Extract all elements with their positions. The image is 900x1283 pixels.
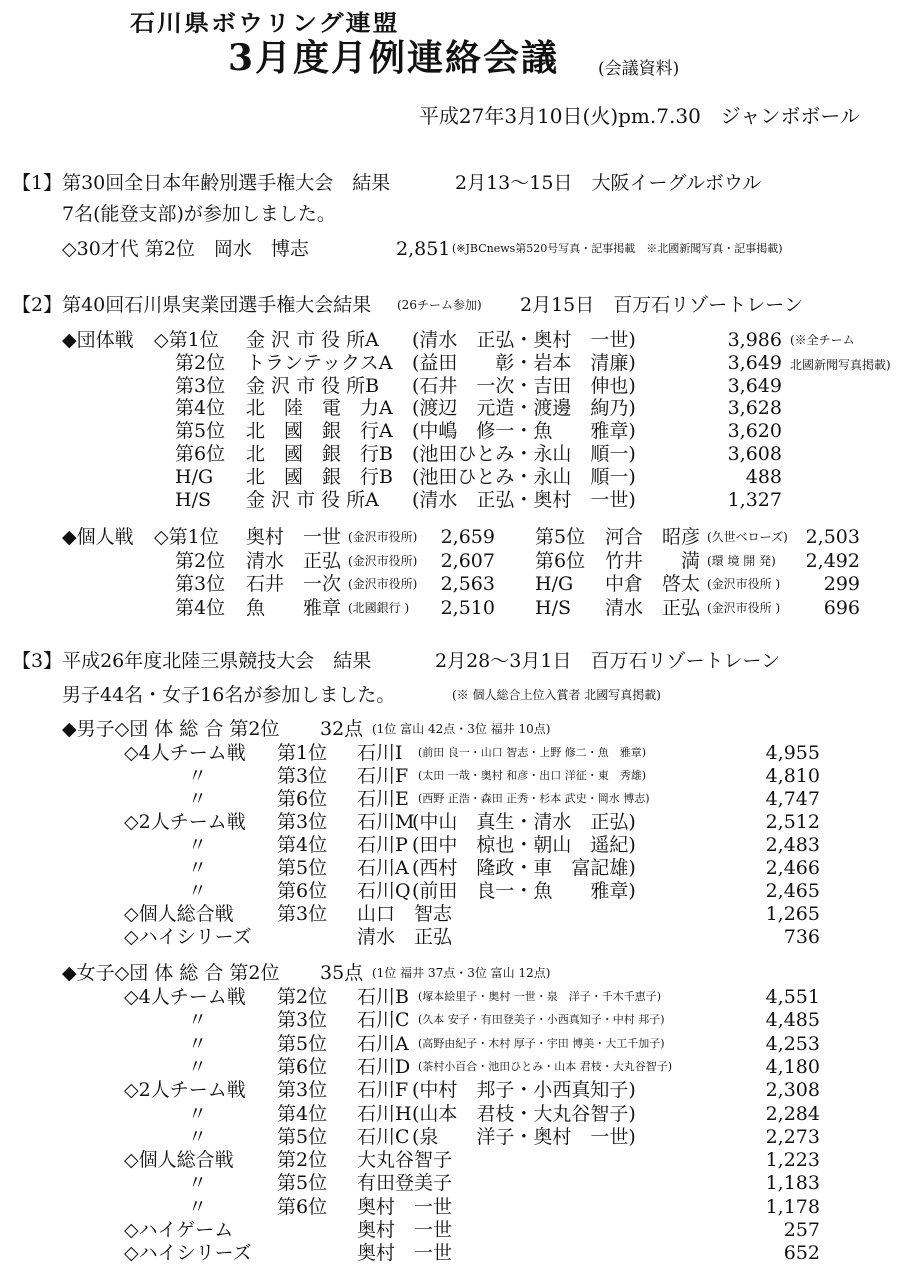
individual-rank: H/S <box>535 596 571 619</box>
result-category: 〃 <box>188 1055 208 1078</box>
result-score: 1,265 <box>765 903 820 925</box>
result-category: 〃 <box>188 1195 208 1218</box>
result-team: 奥村 一世 <box>357 1219 453 1241</box>
result-score: 1,178 <box>765 1195 820 1218</box>
team-rank: ◇第1位 <box>154 329 219 351</box>
team-name: 北 國 銀 行A <box>246 420 393 443</box>
organization-name: 石川県ボウリング連盟 <box>130 10 400 37</box>
section1-participants: 7名(能登支部)が参加しました。 <box>62 203 336 225</box>
individual-score: 299 <box>823 573 860 595</box>
result-rank: 第5位 <box>277 1125 328 1148</box>
team-members: (渡辺 元造・渡邊 絢乃) <box>412 397 636 420</box>
team-score: 3,620 <box>727 420 782 443</box>
individual-rank: 第2位 <box>175 549 226 572</box>
team-name: 金 沢 市 役 所A <box>246 329 379 351</box>
individual-score: 2,563 <box>440 573 495 595</box>
section3-participants-note: (※ 個人総合上位入賞者 北國写真掲載) <box>452 688 661 702</box>
result-members: (太田 一哉・奥村 和彦・出口 洋征・東 秀雄) <box>418 769 647 782</box>
team-members: (中嶋 修一・魚 雅章) <box>412 420 636 443</box>
result-members: (山本 君枝・大丸谷智子) <box>412 1102 636 1125</box>
result-category: ◇4人チーム戦 <box>124 986 246 1008</box>
individual-rank: 第4位 <box>175 596 226 619</box>
team-label: ◆団体戦 <box>62 329 134 351</box>
result-rank: 第5位 <box>277 857 328 879</box>
result-rank: 第6位 <box>277 788 328 810</box>
section3-date: 2月28～3月1日 百万石リゾートレーン <box>435 650 781 672</box>
result-score: 652 <box>783 1242 820 1265</box>
team-name: トランテックスA <box>246 351 393 374</box>
result-category: 〃 <box>188 788 208 810</box>
result-category: 〃 <box>188 1172 208 1195</box>
women-points-detail: (1位 福井 37点・3位 富山 12点) <box>372 966 551 980</box>
result-rank: 第3位 <box>277 1079 328 1102</box>
result-members: (塚本絵里子・奥村 一世・泉 洋子・千木千恵子) <box>418 990 662 1003</box>
team-name: 金 沢 市 役 所B <box>246 374 380 397</box>
result-members: (田中 椋也・朝山 遥紀) <box>412 834 636 856</box>
result-team: 有田登美子 <box>357 1172 453 1195</box>
result-rank: 第6位 <box>277 880 328 902</box>
result-category: 〃 <box>188 765 208 787</box>
team-name: 北 國 銀 行B <box>246 443 393 465</box>
team-note-1: (※全チーム <box>790 333 855 347</box>
result-score: 2,465 <box>765 880 820 902</box>
result-rank: 第2位 <box>277 986 328 1008</box>
result-category: ◇ハイシリーズ <box>124 1242 252 1265</box>
result-score: 2,483 <box>765 834 820 856</box>
women-heading: ◆女子◇団 体 総 合 第2位 <box>62 962 280 984</box>
result-rank: 第5位 <box>277 1172 328 1195</box>
result-rank: 第3位 <box>277 811 328 833</box>
result-category: ◇ハイシリーズ <box>124 926 252 948</box>
result-team: 石川Q <box>357 880 411 902</box>
individual-org: (久世ベローズ) <box>707 530 788 544</box>
result-members: (久本 安子・有田登美子・小西真知子・中村 邦子) <box>418 1013 665 1027</box>
individual-org: (環 境 開 発) <box>707 553 776 568</box>
result-team: 石川F <box>357 765 409 787</box>
team-name: 金 沢 市 役 所A <box>246 488 379 511</box>
section1-score: 2,851 <box>396 238 451 260</box>
women-points: 35点 <box>320 962 364 984</box>
team-name: 北 國 銀 行B <box>246 465 393 488</box>
result-category: ◇4人チーム戦 <box>124 742 246 764</box>
section1-note: (※JBCnews第520号写真・記事掲載 ※北國新聞写真・記事掲載) <box>452 242 783 255</box>
team-score: 1,327 <box>727 488 782 511</box>
individual-rank: 第3位 <box>175 573 226 595</box>
result-rank: 第3位 <box>277 765 328 787</box>
men-points-detail: (1位 富山 42点・3位 福井 10点) <box>372 722 551 736</box>
result-category: ◇ハイゲーム <box>124 1219 234 1241</box>
individual-name: 中倉 啓太 <box>605 573 701 595</box>
result-category: 〃 <box>188 1102 208 1125</box>
result-category: 〃 <box>188 834 208 856</box>
individual-score: 2,510 <box>440 596 495 619</box>
individual-score: 2,659 <box>440 526 495 548</box>
team-rank: 第4位 <box>175 397 226 420</box>
result-team: 奥村 一世 <box>357 1195 453 1218</box>
result-score: 1,183 <box>765 1172 820 1195</box>
individual-org: (金沢市役所 ) <box>707 600 781 615</box>
team-rank: H/S <box>175 488 211 511</box>
team-score: 3,628 <box>727 397 782 420</box>
result-score: 2,512 <box>765 811 820 833</box>
section1-result: ◇30才代 第2位 岡水 博志 <box>62 238 309 260</box>
result-score: 2,466 <box>765 857 820 879</box>
result-score: 4,485 <box>765 1009 820 1032</box>
team-rank: 第2位 <box>175 351 226 374</box>
individual-name: 河合 昭彦 <box>605 526 701 548</box>
result-members: (高野由紀子・木村 厚子・宇田 博美・大工千加子) <box>418 1036 665 1050</box>
result-category: 〃 <box>188 857 208 879</box>
result-score: 4,955 <box>765 742 820 764</box>
result-team: 石川E <box>357 788 409 810</box>
result-score: 2,273 <box>765 1125 820 1148</box>
result-score: 1,223 <box>765 1149 820 1172</box>
individual-org: (金沢市役所) <box>348 577 418 591</box>
result-team: 石川H <box>357 1102 412 1125</box>
result-team: 石川D <box>357 1055 411 1078</box>
result-team: 奥村 一世 <box>357 1242 453 1265</box>
result-members: (中村 邦子・小西真知子) <box>412 1079 636 1102</box>
section2-heading: 【2】第40回石川県実業団選手権大会結果 <box>12 294 372 316</box>
team-score: 3,649 <box>727 374 782 397</box>
individual-rank: 第6位 <box>535 549 586 572</box>
team-name: 北 陸 電 力A <box>246 397 393 420</box>
result-members: (泉 洋子・奥村 一世) <box>412 1125 636 1148</box>
result-category: ◇2人チーム戦 <box>124 811 246 833</box>
individual-org: (金沢市役所) <box>348 553 418 568</box>
individual-name: 石井 一次 <box>246 573 342 595</box>
result-team: 石川A <box>357 1032 409 1055</box>
result-score: 2,308 <box>765 1079 820 1102</box>
result-team: 石川I <box>357 742 403 764</box>
result-members: (西村 隆政・車 富記雄) <box>412 857 636 879</box>
result-score: 4,810 <box>765 765 820 787</box>
result-team: 石川M <box>357 811 415 833</box>
individual-rank: ◇第1位 <box>154 526 219 548</box>
section2-date: 2月15日 百万石リゾートレーン <box>520 294 803 316</box>
men-heading: ◆男子◇団 体 総 合 第2位 <box>62 718 280 740</box>
result-rank: 第6位 <box>277 1055 328 1078</box>
result-rank: 第5位 <box>277 1032 328 1055</box>
individual-org: (北國銀行 ) <box>348 600 410 615</box>
individual-name: 清水 正弘 <box>246 549 342 572</box>
result-score: 4,747 <box>765 788 820 810</box>
result-score: 736 <box>783 926 820 948</box>
result-rank: 第3位 <box>277 903 328 925</box>
team-note-2: 北國新聞写真掲載) <box>790 358 891 372</box>
section1-heading: 【1】第30回全日本年齢別選手権大会 結果 <box>12 172 391 194</box>
team-members: (石井 一次・吉田 伸也) <box>412 374 636 397</box>
result-members: (茶村小百合・池田ひとみ・山本 君枝・大丸谷智子) <box>418 1059 673 1073</box>
individual-score: 696 <box>823 596 860 619</box>
result-team: 石川C <box>357 1125 410 1148</box>
team-members: (清水 正弘・奥村 一世) <box>412 488 636 511</box>
team-members: (清水 正弘・奥村 一世) <box>412 329 636 351</box>
section3-heading: 【3】平成26年度北陸三県競技大会 結果 <box>12 650 372 672</box>
team-score: 3,649 <box>727 351 782 374</box>
result-team: 石川B <box>357 986 409 1008</box>
result-members: (前田 良一・山口 智志・上野 修二・魚 雅章) <box>418 746 647 759</box>
result-category: 〃 <box>188 1032 208 1055</box>
result-team: 大丸谷智子 <box>357 1149 453 1172</box>
result-members: (中山 真生・清水 正弘) <box>412 811 636 833</box>
result-rank: 第4位 <box>277 1102 328 1125</box>
team-members: (益田 彰・岩本 清廉) <box>412 351 636 374</box>
team-score: 3,986 <box>727 329 782 351</box>
result-score: 4,551 <box>765 986 820 1008</box>
individual-rank: 第5位 <box>535 526 586 548</box>
result-team: 石川A <box>357 857 409 879</box>
result-rank: 第6位 <box>277 1195 328 1218</box>
individual-org: (金沢市役所) <box>348 530 418 544</box>
result-category: ◇個人総合戦 <box>124 1149 234 1172</box>
team-rank: 第3位 <box>175 374 226 397</box>
result-rank: 第3位 <box>277 1009 328 1032</box>
team-score: 3,608 <box>727 443 782 465</box>
result-category: 〃 <box>188 1009 208 1032</box>
result-rank: 第4位 <box>277 834 328 856</box>
individual-org: (金沢市役所 ) <box>707 577 781 591</box>
section3-participants: 男子44名・女子16名が参加しました。 <box>62 684 396 706</box>
team-members: (池田ひとみ・永山 順一) <box>412 443 636 465</box>
result-score: 4,180 <box>765 1055 820 1078</box>
result-team: 石川F <box>357 1079 409 1102</box>
title-note: (会議資料) <box>598 59 680 79</box>
result-category: ◇個人総合戦 <box>124 903 234 925</box>
result-category: ◇2人チーム戦 <box>124 1079 246 1102</box>
team-score: 488 <box>745 465 782 488</box>
individual-name: 竹井 満 <box>605 549 701 572</box>
individual-name: 魚 雅章 <box>246 596 342 619</box>
result-score: 257 <box>783 1219 820 1241</box>
result-category: 〃 <box>188 880 208 902</box>
result-team: 石川C <box>357 1009 410 1032</box>
section2-heading-note: (26チーム参加) <box>397 298 482 312</box>
individual-score: 2,607 <box>440 549 495 572</box>
result-score: 4,253 <box>765 1032 820 1055</box>
individual-name: 清水 正弘 <box>605 596 701 619</box>
result-team: 清水 正弘 <box>357 926 453 948</box>
individual-score: 2,492 <box>805 549 860 572</box>
team-rank: 第6位 <box>175 443 226 465</box>
meeting-date: 平成27年3月10日(火)pm.7.30 ジャンボボール <box>418 104 860 128</box>
individual-score: 2,503 <box>805 526 860 548</box>
result-rank: 第2位 <box>277 1149 328 1172</box>
team-rank: H/G <box>175 465 214 488</box>
result-members: (西野 正浩・森田 正秀・杉本 武史・岡水 博志) <box>418 792 650 805</box>
result-rank: 第1位 <box>277 742 328 764</box>
result-score: 2,284 <box>765 1102 820 1125</box>
individual-label: ◆個人戦 <box>62 526 134 548</box>
men-points: 32点 <box>320 718 364 740</box>
result-team: 山口 智志 <box>357 903 453 925</box>
section1-date: 2月13～15日 大阪イーグルボウル <box>455 172 762 194</box>
team-members: (池田ひとみ・永山 順一) <box>412 465 636 488</box>
individual-name: 奥村 一世 <box>246 526 342 548</box>
result-members: (前田 良一・魚 雅章) <box>412 880 636 902</box>
result-team: 石川P <box>357 834 408 856</box>
page-title: 3月度月例連絡会議 <box>228 37 560 79</box>
team-rank: 第5位 <box>175 420 226 443</box>
result-category: 〃 <box>188 1125 208 1148</box>
individual-rank: H/G <box>535 573 574 595</box>
